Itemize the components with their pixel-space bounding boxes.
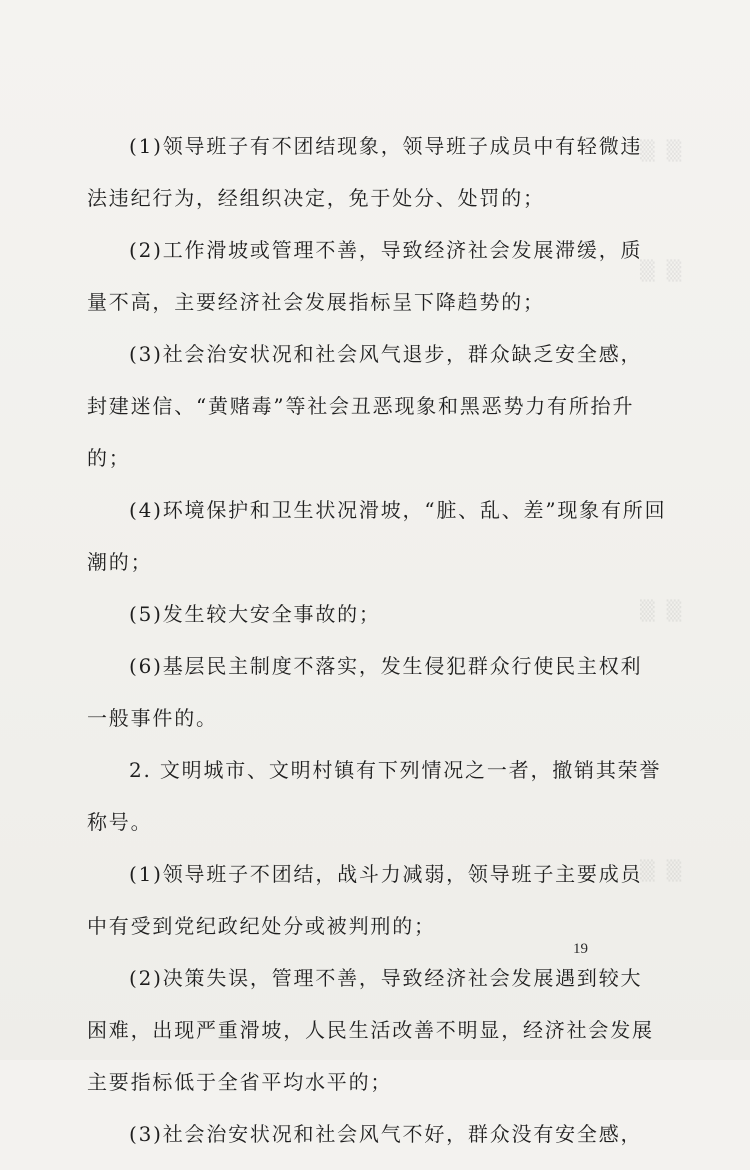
text-line: (3)社会治安状况和社会风气不好，群众没有安全感， [129,1122,643,1146]
text-line: (3)社会治安状况和社会风气退步，群众缺乏安全感， [129,342,643,366]
text-line: (6)基层民主制度不落实，发生侵犯群众行使民主权利 [129,654,643,678]
text-line: (1)领导班子不团结，战斗力减弱，领导班子主要成员 [129,862,643,886]
text-line: (4)环境保护和卫生状况滑坡，“脏、乱、差”现象有所回 [129,498,667,522]
text-line: (5)发生较大安全事故的； [129,602,381,626]
text-line: (1)领导班子有不团结现象，领导班子成员中有轻微违 [129,134,643,158]
text-line: 封建迷信、“黄赌毒”等社会丑恶现象和黑恶势力有所抬升 [87,394,635,418]
text-line: 困难，出现严重滑坡，人民生活改善不明显，经济社会发展 [87,1018,654,1042]
bleed-through-text: ▒ ▒ [640,600,685,622]
text-line: 主要指标低于全省平均水平的； [87,1070,393,1094]
text-line: 潮的； [87,550,153,574]
text-line: 一般事件的。 [87,706,218,730]
page-number: 19 [573,941,588,957]
text-line: 中有受到党纪政纪处分或被判刑的； [87,914,436,938]
bleed-through-text: ▒ ▒ [640,140,685,162]
text-line: 法违纪行为，经组织决定，免于处分、处罚的； [87,186,545,210]
text-line: 的； [87,446,131,470]
text-line: 称号。 [87,810,153,834]
text-line: 量不高，主要经济社会发展指标呈下降趋势的； [87,290,545,314]
text-line: (2)决策失误，管理不善，导致经济社会发展遇到较大 [129,966,643,990]
text-line: 2. 文明城市、文明村镇有下列情况之一者，撤销其荣誉 [129,758,662,782]
text-line: (2)工作滑坡或管理不善，导致经济社会发展滞缓，质 [129,238,643,262]
bleed-through-text: ▒ ▒ [640,860,685,882]
document-body [87,130,667,1170]
bleed-through-text: ▒ ▒ [640,260,685,282]
